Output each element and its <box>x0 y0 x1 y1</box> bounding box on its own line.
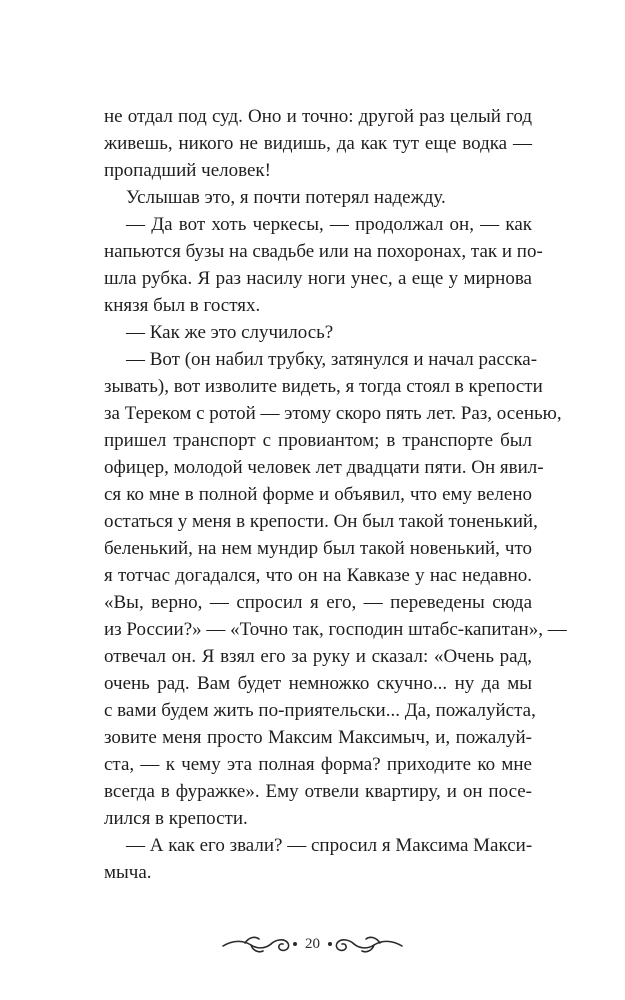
text-line: лился в крепости. <box>104 808 248 829</box>
text-line: за Тереком с ротой — этому скоро пять лет. Раз, осенью, <box>104 403 562 424</box>
scroll-ornament-left-icon <box>221 932 299 956</box>
text-line: — Да вот хоть черкесы, — продолжал он, — как <box>126 214 532 235</box>
text-line: не отдал под суд. Оно и точно: другой раз целый год <box>104 106 532 127</box>
text-line: пропадший человек! <box>104 160 271 181</box>
text-line: — Вот (он набил трубку, затянулся и начал расска- <box>126 349 538 370</box>
page-text <box>104 103 567 886</box>
text-line: Услышав это, я почти потерял надежду. <box>126 187 446 208</box>
text-line: офицер, молодой человек лет двадцати пяти. Он явил- <box>104 457 544 478</box>
text-line: зывать), вот изволите видеть, я тогда стоял в крепости <box>104 376 543 397</box>
page-footer <box>0 929 625 959</box>
text-line: остаться у меня в крепости. Он был такой тоненький, <box>104 511 538 532</box>
page-number: 20 <box>305 935 320 952</box>
text-line: князя был в гостях. <box>104 295 261 316</box>
text-line: зовите меня просто Максим Максимыч, и, пожалуй- <box>104 727 532 748</box>
text-line: живешь, никого не видишь, да как тут еще водка — <box>104 133 532 154</box>
text-line: отвечал он. Я взял его за руку и сказал: «Очень рад, <box>104 646 532 667</box>
text-line: ста, — к чему эта полная форма? приходите ко мне <box>104 754 532 775</box>
text-line: ся ко мне в полной форме и объявил, что ему велено <box>104 484 532 505</box>
text-line: с вами будем жить по-приятельски... Да, пожалуйста, <box>104 700 536 721</box>
text-line: мыча. <box>104 862 152 883</box>
text-line: очень рад. Вам будет немножко скучно... ну да мы <box>104 673 532 694</box>
text-line: я тотчас догадался, что он на Кавказе у нас недавно. <box>104 565 532 586</box>
text-line: шла рубка. Я раз насилу ноги унес, а еще у мирнова <box>104 268 532 289</box>
text-line: пришел транспорт с провиантом; в транспорте был <box>104 430 532 451</box>
text-line: всегда в фуражке». Ему отвели квартиру, и он посе- <box>104 781 532 802</box>
text-line: напьются бузы на свадьбе или на похоронах, так и по- <box>104 241 543 262</box>
text-line: беленький, на нем мундир был такой новенький, что <box>104 538 532 559</box>
text-line: «Вы, верно, — спросил я его, — переведены сюда <box>104 592 532 613</box>
text-line: — Как же это случилось? <box>126 322 334 343</box>
text-line: — А как его звали? — спросил я Максима Макси- <box>126 835 533 856</box>
scroll-ornament-right-icon <box>326 932 404 956</box>
text-line: из России?» — «Точно так, господин штабс-капитан», — <box>104 619 567 640</box>
